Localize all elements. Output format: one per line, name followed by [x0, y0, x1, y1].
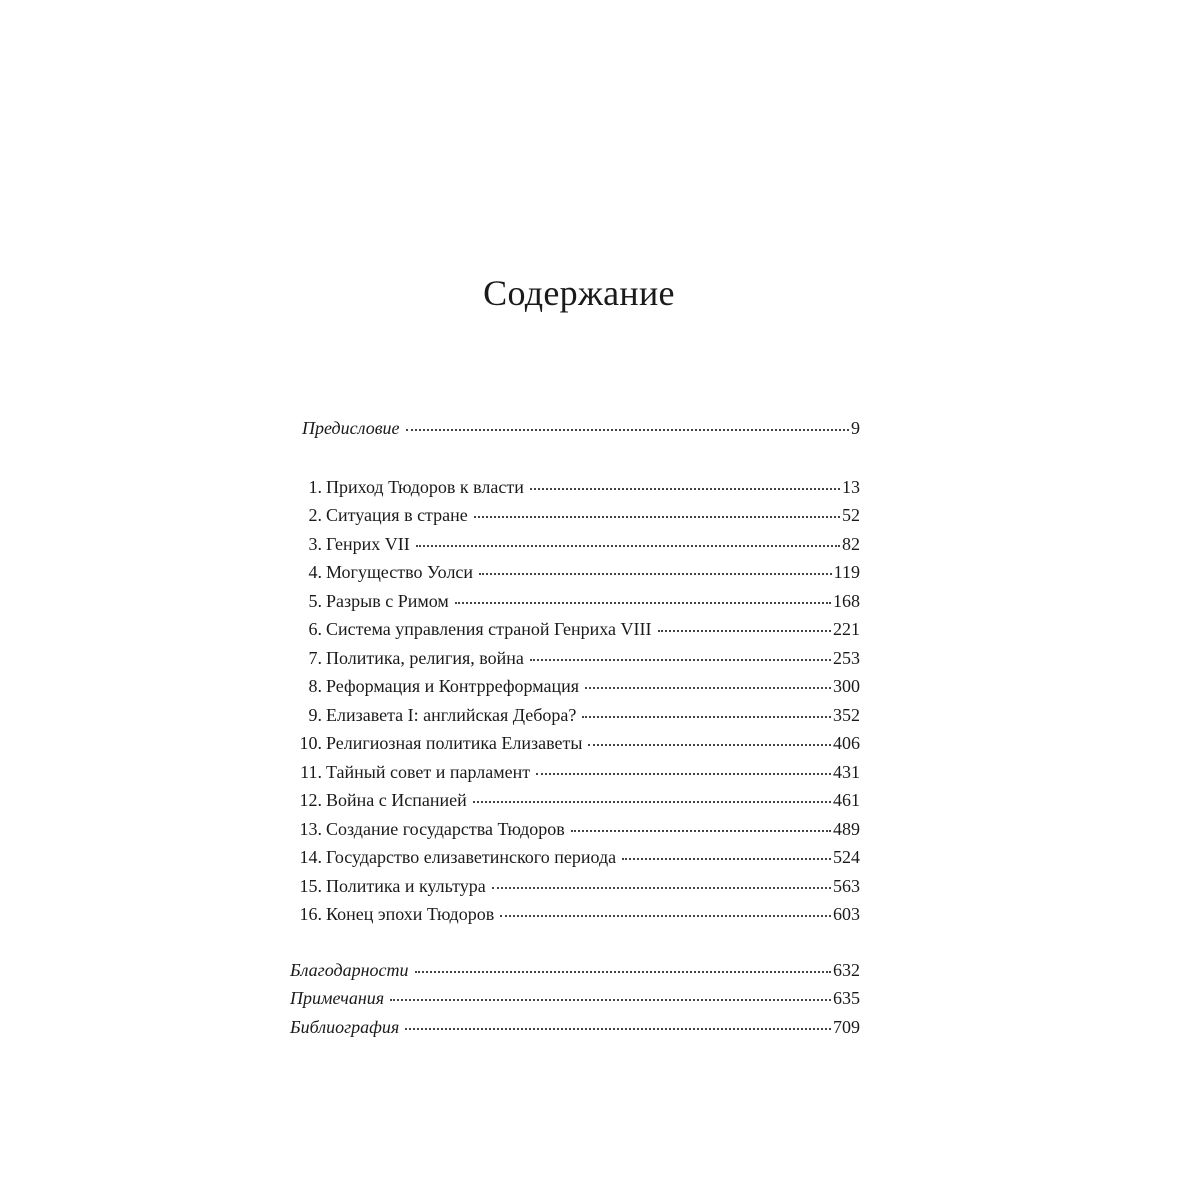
chapter-number: 14. [299, 847, 322, 867]
toc-entry-chapter [290, 591, 860, 620]
chapter-number: 2. [308, 505, 322, 525]
toc-entry-page: 352 [833, 704, 860, 725]
toc-entry-page: 221 [833, 619, 860, 639]
toc-entry-page: 13 [842, 476, 860, 497]
toc-entry-label: Библиография [290, 1016, 400, 1037]
toc-entry-label: Ситуация в стране [326, 505, 468, 525]
toc-entry-chapter [290, 505, 860, 534]
toc-entry-chapter [290, 819, 860, 848]
toc-entry-label: Приход Тюдоров к власти [326, 476, 524, 497]
dot-leader [582, 715, 831, 718]
dot-leader [479, 572, 832, 575]
toc-entry-chapter [290, 762, 860, 791]
toc-entry-label: Разрыв с Римом [326, 590, 449, 611]
toc-entry-label: Могущество Уолси [326, 562, 474, 582]
toc-entry-label: Война с Испанией [326, 790, 467, 810]
toc-entry-chapter [290, 534, 860, 563]
dot-leader [455, 601, 831, 604]
toc-entry-label: Система управления страной Генриха VIII [326, 619, 652, 639]
dot-leader [530, 487, 840, 490]
toc-entry-label: Политика, религия, война [326, 647, 524, 668]
toc-entry-label: Благодарности [290, 959, 409, 980]
toc-entry-page: 406 [833, 733, 860, 753]
toc-entry-notes [290, 988, 860, 1017]
dot-leader [473, 800, 831, 803]
dot-leader [622, 857, 831, 860]
toc-entry-chapter [290, 876, 860, 905]
dot-leader [415, 970, 832, 973]
toc-entry-label: Политика и культура [326, 875, 486, 896]
toc-entry-chapter [290, 733, 860, 762]
dot-leader [658, 629, 832, 632]
chapter-number: 7. [308, 647, 322, 668]
dot-leader [571, 829, 831, 832]
toc-entry-label: Реформация и Контрреформация [326, 676, 580, 696]
dot-leader [536, 772, 831, 775]
toc-entry-chapter [290, 847, 860, 876]
toc-entry-label: Елизавета I: английская Дебора? [326, 704, 577, 725]
toc-entry-chapter [290, 562, 860, 591]
toc-entry-page: 489 [833, 818, 860, 839]
toc-entry-chapter [290, 705, 860, 734]
dot-leader [500, 914, 831, 917]
toc-entry-page: 119 [833, 562, 860, 582]
toc-entry-page: 431 [833, 761, 860, 782]
table-of-contents [290, 418, 860, 1045]
toc-entry-chapter [290, 477, 860, 506]
toc-entry-page: 461 [833, 790, 860, 810]
toc-entry-chapter [290, 904, 860, 933]
toc-entry-page: 524 [833, 847, 860, 867]
chapter-number: 6. [308, 619, 322, 639]
toc-entry-label: Создание государства Тюдоров [326, 818, 565, 839]
toc-entry-chapter [290, 648, 860, 677]
toc-entry-page: 709 [833, 1016, 860, 1037]
dot-leader [530, 658, 831, 661]
chapter-number: 12. [299, 790, 322, 810]
dot-leader [406, 428, 849, 431]
toc-entry-acknowledgements [290, 960, 860, 989]
toc-spacer [290, 933, 860, 960]
toc-entry-page: 632 [833, 959, 860, 980]
toc-entry-page: 82 [842, 533, 860, 554]
dot-leader [416, 544, 840, 547]
chapter-number: 11. [300, 761, 322, 782]
chapter-number: 10. [299, 733, 322, 753]
chapter-number: 9. [308, 704, 322, 725]
dot-leader [588, 743, 831, 746]
toc-entry-chapter [290, 676, 860, 705]
toc-entry-page: 563 [833, 875, 860, 896]
toc-spacer [290, 447, 860, 477]
chapter-number: 13. [299, 818, 322, 839]
toc-entry-page: 300 [833, 676, 860, 696]
toc-entry-page: 635 [833, 988, 860, 1008]
toc-entry-chapter [290, 790, 860, 819]
toc-entry-label: Религиозная политика Елизаветы [326, 733, 583, 753]
toc-entry-label: Конец эпохи Тюдоров [326, 904, 495, 924]
chapter-number: 16. [299, 904, 322, 924]
chapter-number: 5. [308, 590, 322, 611]
chapter-number: 4. [308, 562, 322, 582]
chapter-number: 3. [308, 533, 322, 554]
page-title: Содержание [483, 273, 675, 313]
dot-leader [492, 886, 831, 889]
chapter-number: 15. [299, 875, 322, 896]
toc-entry-label: Примечания [290, 988, 385, 1008]
toc-entry-label: Государство елизаветинского периода [326, 847, 617, 867]
dot-leader [474, 515, 840, 518]
toc-entry-label: Предисловие [302, 418, 400, 438]
toc-entry-chapter [290, 619, 860, 648]
chapter-number: 8. [308, 676, 322, 696]
chapter-number: 1. [308, 476, 322, 497]
toc-entry-label: Тайный совет и парламент [326, 761, 531, 782]
toc-entry-page: 168 [833, 590, 860, 611]
toc-entry-page: 52 [842, 505, 860, 525]
toc-entry-page: 9 [851, 418, 860, 438]
dot-leader [405, 1027, 831, 1030]
dot-leader [585, 686, 831, 689]
dot-leader [390, 998, 831, 1001]
toc-entry-bibliography [290, 1017, 860, 1046]
toc-entry-page: 253 [833, 647, 860, 668]
toc-entry-label: Генрих VII [326, 533, 410, 554]
toc-entry-preface [290, 418, 860, 447]
toc-entry-page: 603 [833, 904, 860, 924]
